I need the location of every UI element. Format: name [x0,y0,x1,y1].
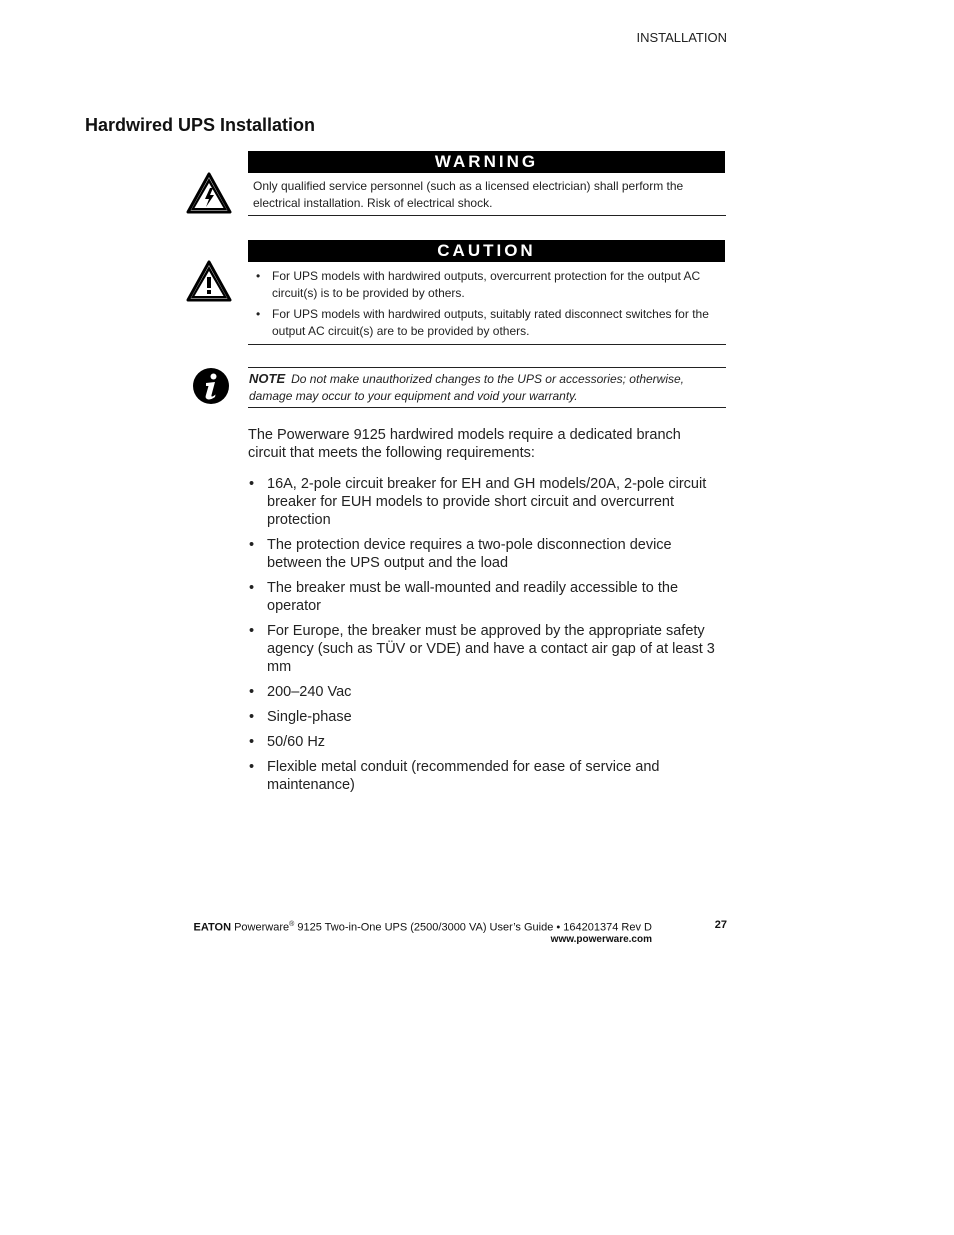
footer-brand: EATON [193,921,232,934]
bullet: • [256,307,261,321]
requirement-text: Flexible metal conduit (recommended for ease of service and maintenance) [267,759,660,793]
bullet: • [256,269,261,283]
requirement-text: 200–240 Vac [267,684,352,700]
bullet: • [249,580,255,596]
caution-item [249,268,719,302]
bullet: • [249,759,255,775]
caution-list-wrapper [249,268,719,344]
bullet: • [249,476,255,492]
requirement-item [249,536,719,572]
footer-url: www.powerware.com [550,933,652,945]
requirements-list-wrapper [249,475,719,801]
bullet: • [249,734,255,750]
warning-header: WARNING [248,151,725,173]
note-text: Do not make unauthorized changes to the UPS or accessories; otherwise, damage may occur to your equipment and void your warranty. [249,372,685,403]
note-label: NOTE [249,371,286,386]
footer-product: Powerware [234,921,290,934]
bullet: • [249,537,255,553]
caution-item [249,306,719,340]
requirements-list [249,475,719,794]
requirement-item [249,708,719,726]
caution-header: CAUTION [248,240,725,262]
electrical-hazard-icon [186,172,232,214]
warning-divider [248,215,726,216]
requirement-item [249,758,719,794]
footer-title-line [150,919,652,934]
caution-item-text: For UPS models with hardwired outputs, overcurrent protection for the output AC circuit(s) is to be provided by others. [272,269,701,300]
caution-list [249,268,719,340]
footer-citation [150,919,652,946]
note-icon-wrapper [191,366,231,406]
section-title: Hardwired UPS Installation [85,115,316,135]
requirement-text: The breaker must be wall-mounted and readily accessible to the operator [267,580,679,614]
note-top-rule [248,367,726,368]
caution-icon-wrapper [186,260,232,302]
footer-title: 9125 Two-in-One UPS (2500/3000 VA) User’s Guide • 164201374 Rev D [294,921,652,934]
exclamation-triangle-icon [186,260,232,302]
caution-divider [248,344,726,345]
note-content [249,370,719,405]
info-icon [191,366,231,406]
requirement-text: For Europe, the breaker must be approved by the appropriate safety agency (such as TÜV or VDE) and have a contact air gap of at least 3 mm [267,623,715,675]
requirement-text: 50/60 Hz [267,734,326,750]
bullet: • [249,623,255,639]
bullet: • [249,684,255,700]
page-number: 27 [714,919,727,931]
caution-item-text: For UPS models with hardwired outputs, suitably rated disconnect switches for the output AC circuit(s) are to be provided by others. [272,307,709,338]
note-bottom-rule [248,407,726,408]
requirement-item [249,733,719,751]
requirement-text: Single-phase [267,709,352,725]
footer-registered: ® [289,921,295,928]
intro-paragraph: The Powerware 9125 hardwired models require a dedicated branch circuit that meets the following requirements: [248,427,681,461]
warning-text: Only qualified service personnel (such as a licensed electrician) shall perform the electrical installation. Risk of electrical shock. [253,179,684,210]
requirement-text: 16A, 2-pole circuit breaker for EH and GH models/20A, 2-pole circuit breaker for EUH models to provide short circuit and overcurrent protection [267,476,707,528]
bullet: • [249,709,255,725]
requirement-item [249,475,719,529]
running-head: INSTALLATION [636,30,727,45]
requirement-item [249,579,719,615]
warning-icon-wrapper [186,172,232,214]
requirement-item [249,683,719,701]
requirement-text: The protection device requires a two-pole disconnection device between the UPS output and the load [267,537,672,571]
requirement-item [249,622,719,676]
